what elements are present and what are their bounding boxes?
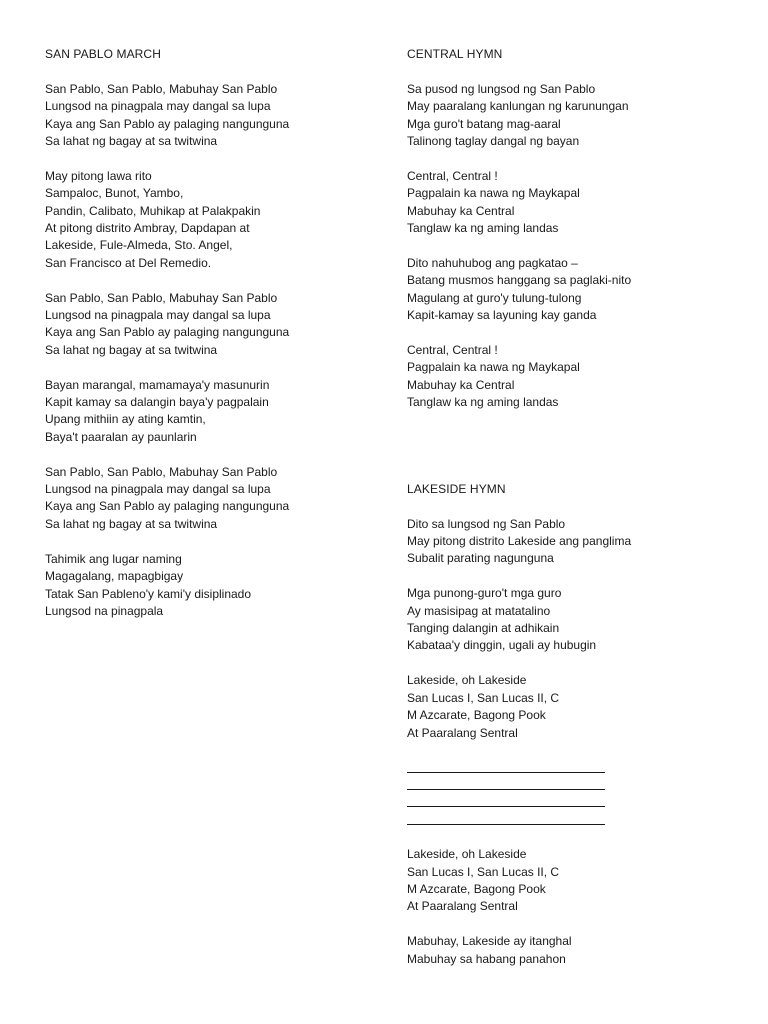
lyric-line: Kabataa'y dinggin, ugali ay hubugin: [407, 638, 597, 653]
lyric-line: Lungsod na pinagpala may dangal sa lupa: [45, 482, 271, 497]
lyric-line: San Pablo, San Pablo, Mabuhay San Pablo: [45, 81, 278, 96]
stanza: [45, 168, 385, 272]
lyric-line: M Azcarate, Bagong Pook: [407, 882, 546, 897]
lyric-line: Tanging dalangin at adhikain: [407, 621, 560, 636]
lyric-line: Lakeside, Fule-Almeda, Sto. Angel,: [45, 238, 233, 253]
lyric-line: Ay masisipag at matatalino: [407, 603, 551, 618]
lyric-line: San Lucas I, San Lucas II, C: [407, 864, 560, 879]
lyric-line: Mga guro't batang mag-aaral: [407, 116, 561, 131]
stanza: [407, 81, 747, 151]
lyric-line: Baya't paaralan ay paunlarin: [45, 429, 197, 444]
lyric-line: Central, Central !: [407, 342, 498, 357]
lyric-line: At pitong distrito Ambray, Dapdapan at: [45, 221, 250, 236]
stanza: [407, 933, 747, 968]
san-pablo-march-title: SAN PABLO MARCH: [45, 47, 161, 61]
stanza: [407, 342, 747, 412]
blank-fill-line: [407, 811, 747, 828]
blank-fill-line: [407, 794, 747, 811]
lyric-line: May pitong lawa rito: [45, 168, 152, 183]
lyric-line: Tanglaw ka ng aming landas: [407, 395, 559, 410]
lyric-line: Sa lahat ng bagay at sa twitwina: [45, 516, 218, 531]
stanza: [45, 81, 385, 151]
lyric-line: May paaralang kanlungan ng karunungan: [407, 99, 629, 114]
stanza: [407, 585, 747, 655]
lyric-line: M Azcarate, Bagong Pook: [407, 708, 546, 723]
lyric-line: Pandin, Calibato, Muhikap at Palakpakin: [45, 203, 261, 218]
lyric-line: Batang musmos hanggang sa paglaki-nito: [407, 273, 632, 288]
hymns-column: [407, 46, 747, 985]
blank-fill-line: [407, 759, 747, 776]
lyric-line: Lungsod na pinagpala may dangal sa lupa: [45, 99, 271, 114]
lyric-line: Lakeside, oh Lakeside: [407, 847, 527, 862]
stanza: [45, 464, 385, 534]
section-spacer: [407, 429, 747, 481]
lyric-line: San Pablo, San Pablo, Mabuhay San Pablo: [45, 464, 278, 479]
lyric-line: San Pablo, San Pablo, Mabuhay San Pablo: [45, 290, 278, 305]
lyric-line: Sa lahat ng bagay at sa twitwina: [45, 134, 218, 149]
lyric-line: Upang mithiin ay ating kamtin,: [45, 412, 206, 427]
lyric-line: At Paaralang Sentral: [407, 899, 518, 914]
lyric-line: Kapit-kamay sa layuning kay ganda: [407, 308, 597, 323]
lyric-line: Kapit kamay sa dalangin baya'y pagpalain: [45, 395, 269, 410]
lyric-line: Tatak San Pableno'y kami'y disiplinado: [45, 586, 252, 601]
lyric-line: Sampaloc, Bunot, Yambo,: [45, 186, 184, 201]
lyric-line: Lungsod na pinagpala: [45, 603, 164, 618]
stanza: [407, 516, 747, 568]
stanza: [407, 672, 747, 742]
stanza: [407, 168, 747, 238]
lyric-line: Tanglaw ka ng aming landas: [407, 221, 559, 236]
lyric-line: Kaya ang San Pablo ay palaging nangunguna: [45, 116, 290, 131]
lyric-line: Magagalang, mapagbigay: [45, 569, 184, 584]
lyric-line: At Paaralang Sentral: [407, 725, 518, 740]
stanza: [45, 377, 385, 447]
blank-fill-line: [407, 777, 747, 794]
lyric-line: Kaya ang San Pablo ay palaging nangunguna: [45, 325, 290, 340]
stanza: [407, 255, 747, 325]
lyric-line: San Lucas I, San Lucas II, C: [407, 690, 560, 705]
stanza: [45, 290, 385, 360]
lyric-line: Mabuhay ka Central: [407, 377, 515, 392]
lyric-line: Kaya ang San Pablo ay palaging nangunguna: [45, 499, 290, 514]
lyric-line: Sa lahat ng bagay at sa twitwina: [45, 342, 218, 357]
lyric-line: Bayan marangal, mamamaya'y masunurin: [45, 377, 270, 392]
lyric-line: Lakeside, oh Lakeside: [407, 673, 527, 688]
stanza: [45, 551, 385, 621]
lyric-line: Mga punong-guro't mga guro: [407, 586, 562, 601]
lyric-line: Magulang at guro'y tulung-tulong: [407, 290, 582, 305]
lyric-line: Sa pusod ng lungsod ng San Pablo: [407, 81, 596, 96]
lyric-line: Pagpalain ka nawa ng Maykapal: [407, 360, 580, 375]
lyric-line: Mabuhay ka Central: [407, 203, 515, 218]
lyric-line: Tahimik ang lugar naming: [45, 551, 182, 566]
san-pablo-march-column: [45, 46, 385, 638]
stanza: [407, 846, 747, 916]
lyric-line: Lungsod na pinagpala may dangal sa lupa: [45, 308, 271, 323]
lyric-line: Talinong taglay dangal ng bayan: [407, 134, 580, 149]
central-hymn-title: CENTRAL HYMN: [407, 47, 503, 61]
blank-lines-stanza: [407, 759, 747, 829]
lyric-line: Central, Central !: [407, 168, 498, 183]
lyric-line: Pagpalain ka nawa ng Maykapal: [407, 186, 580, 201]
lakeside-hymn-title: LAKESIDE HYMN: [407, 481, 506, 496]
lyric-line: San Francisco at Del Remedio.: [45, 255, 212, 270]
lyric-line: Mabuhay, Lakeside ay itanghal: [407, 934, 572, 949]
lyric-line: Dito sa lungsod ng San Pablo: [407, 516, 566, 531]
lyric-line: Dito nahuhubog ang pagkatao –: [407, 255, 578, 270]
lyric-line: Mabuhay sa habang panahon: [407, 951, 566, 966]
lyric-line: May pitong distrito Lakeside ang panglima: [407, 534, 632, 549]
lyric-line: Subalit parating nagunguna: [407, 551, 554, 566]
